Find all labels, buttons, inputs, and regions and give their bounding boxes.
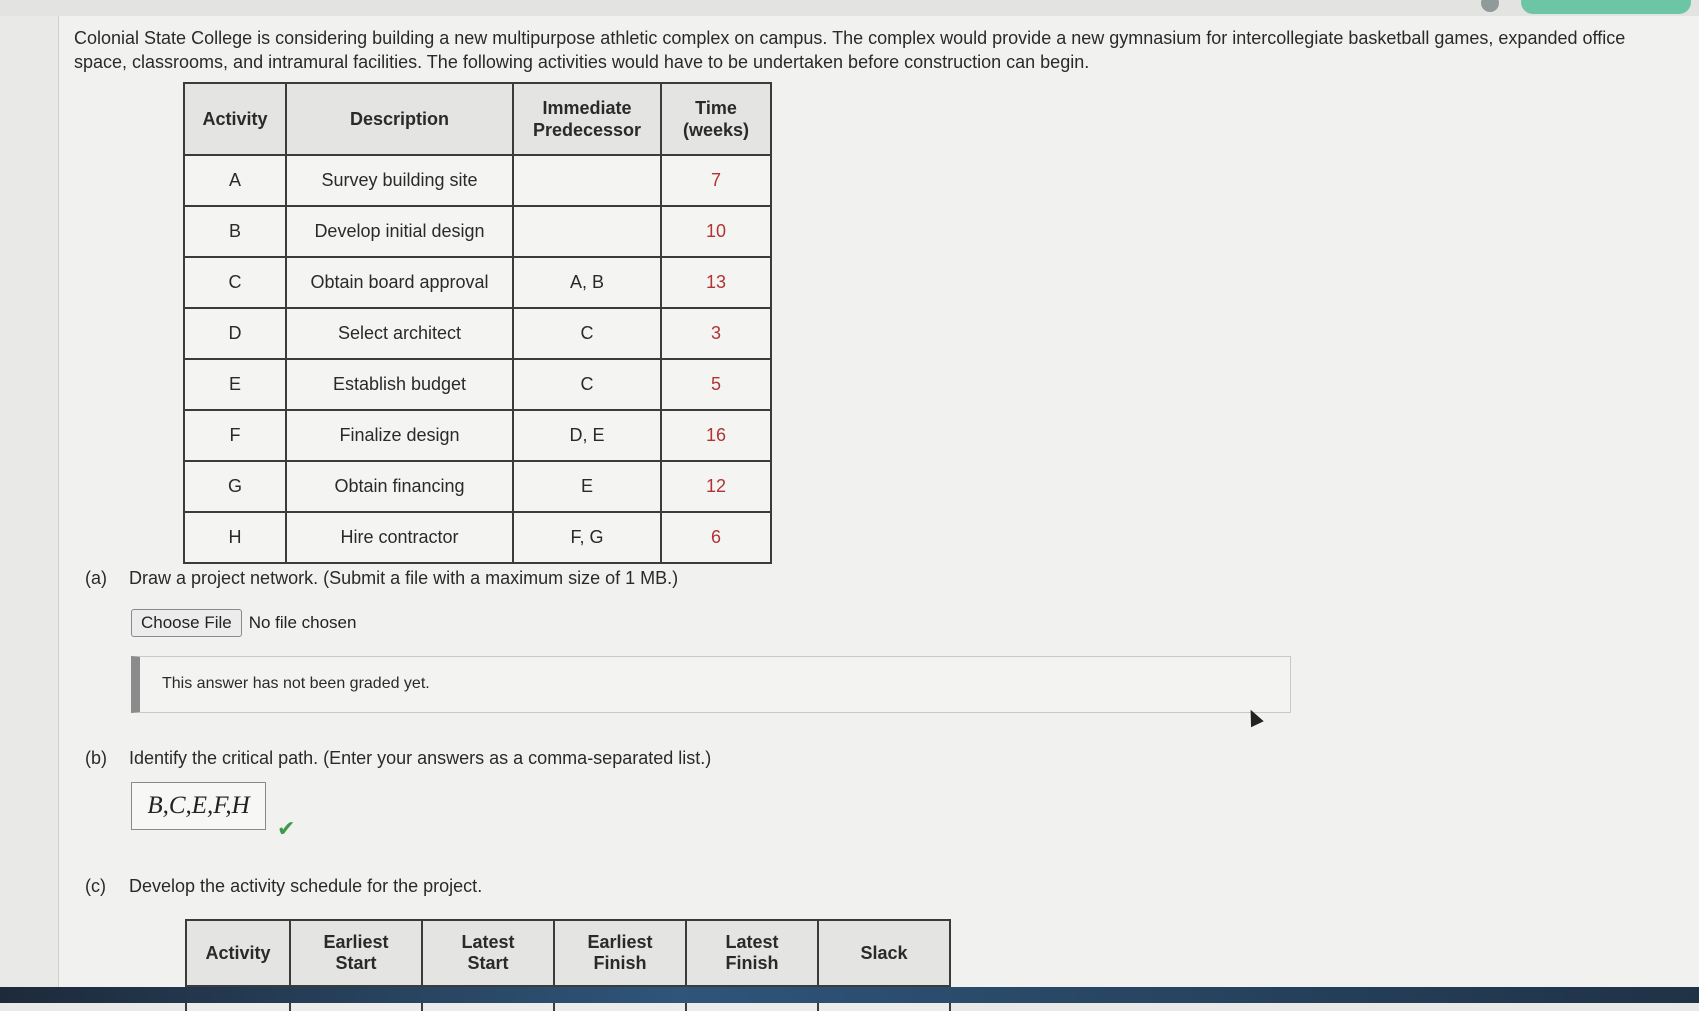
schedule-header-latest-start: Latest Start [422, 920, 554, 986]
description-cell: Establish budget [286, 359, 513, 410]
description-cell: Obtain board approval [286, 257, 513, 308]
table-row [184, 308, 771, 359]
predecessor-cell: C [513, 308, 661, 359]
schedule-header-latest-finish: Latest Finish [686, 920, 818, 986]
activity-table [183, 82, 772, 564]
predecessor-cell: A, B [513, 257, 661, 308]
schedule-header-activity: Activity [186, 920, 290, 986]
part-a-question: Draw a project network. (Submit a file with a maximum size of 1 MB.) [129, 568, 679, 588]
description-cell: Finalize design [286, 410, 513, 461]
predecessor-cell: C [513, 359, 661, 410]
activity-cell: E [184, 359, 286, 410]
table-row [184, 206, 771, 257]
header-description: Description [286, 83, 513, 155]
header-time: Time (weeks) [661, 83, 771, 155]
description-cell: Select architect [286, 308, 513, 359]
time-cell: 7 [661, 155, 771, 206]
taskbar [0, 987, 1699, 1003]
table-row [184, 155, 771, 206]
predecessor-cell: F, G [513, 512, 661, 563]
problem-statement: Colonial State College is considering building a new multipurpose athletic complex on campus. The complex would provide a new gymnasium for intercollegiate basketball games, expanded office space, classrooms, and intramural facilities. The following activities would have to be undertaken before construction can begin. [74, 28, 1626, 72]
activity-cell: B [184, 206, 286, 257]
time-cell: 6 [661, 512, 771, 563]
activity-cell: F [184, 410, 286, 461]
critical-path-answer[interactable]: B,C,E,F,H [131, 782, 266, 830]
file-status: No file chosen [248, 613, 357, 632]
part-a-label: (a) [85, 568, 107, 588]
description-cell: Hire contractor [286, 512, 513, 563]
circle-icon [1481, 0, 1499, 12]
table-row [184, 359, 771, 410]
graded-note: This answer has not been graded yet. [162, 675, 430, 692]
predecessor-cell: E [513, 461, 661, 512]
choose-file-button[interactable]: Choose File [131, 609, 242, 637]
description-cell: Obtain financing [286, 461, 513, 512]
activity-cell: D [184, 308, 286, 359]
predecessor-cell: D, E [513, 410, 661, 461]
part-c-label: (c) [85, 876, 106, 896]
time-cell: 3 [661, 308, 771, 359]
time-cell: 16 [661, 410, 771, 461]
predecessor-cell [513, 155, 661, 206]
header-activity: Activity [184, 83, 286, 155]
table-row [184, 512, 771, 563]
time-cell: 5 [661, 359, 771, 410]
time-cell: 12 [661, 461, 771, 512]
activity-cell: C [184, 257, 286, 308]
header-predecessor: Immediate Predecessor [513, 83, 661, 155]
file-upload [131, 609, 356, 637]
browser-top-bar [0, 0, 1699, 16]
part-c-question: Develop the activity schedule for the project. [129, 876, 483, 896]
time-cell: 13 [661, 257, 771, 308]
activity-cell: A [184, 155, 286, 206]
check-icon: ✔ [277, 816, 296, 841]
predecessor-cell [513, 206, 661, 257]
question-panel [58, 16, 1699, 996]
action-button[interactable] [1521, 0, 1691, 14]
schedule-header-earliest-start: Earliest Start [290, 920, 422, 986]
part-b-question: Identify the critical path. (Enter your answers as a comma-separated list.) [129, 748, 712, 768]
table-row [184, 257, 771, 308]
graded-note-box [131, 656, 1291, 713]
activity-cell: G [184, 461, 286, 512]
part-b-label: (b) [85, 748, 107, 768]
schedule-header-slack: Slack [818, 920, 950, 986]
table-row [184, 410, 771, 461]
description-cell: Develop initial design [286, 206, 513, 257]
activity-cell: H [184, 512, 286, 563]
table-row [184, 461, 771, 512]
time-cell: 10 [661, 206, 771, 257]
schedule-header-earliest-finish: Earliest Finish [554, 920, 686, 986]
description-cell: Survey building site [286, 155, 513, 206]
